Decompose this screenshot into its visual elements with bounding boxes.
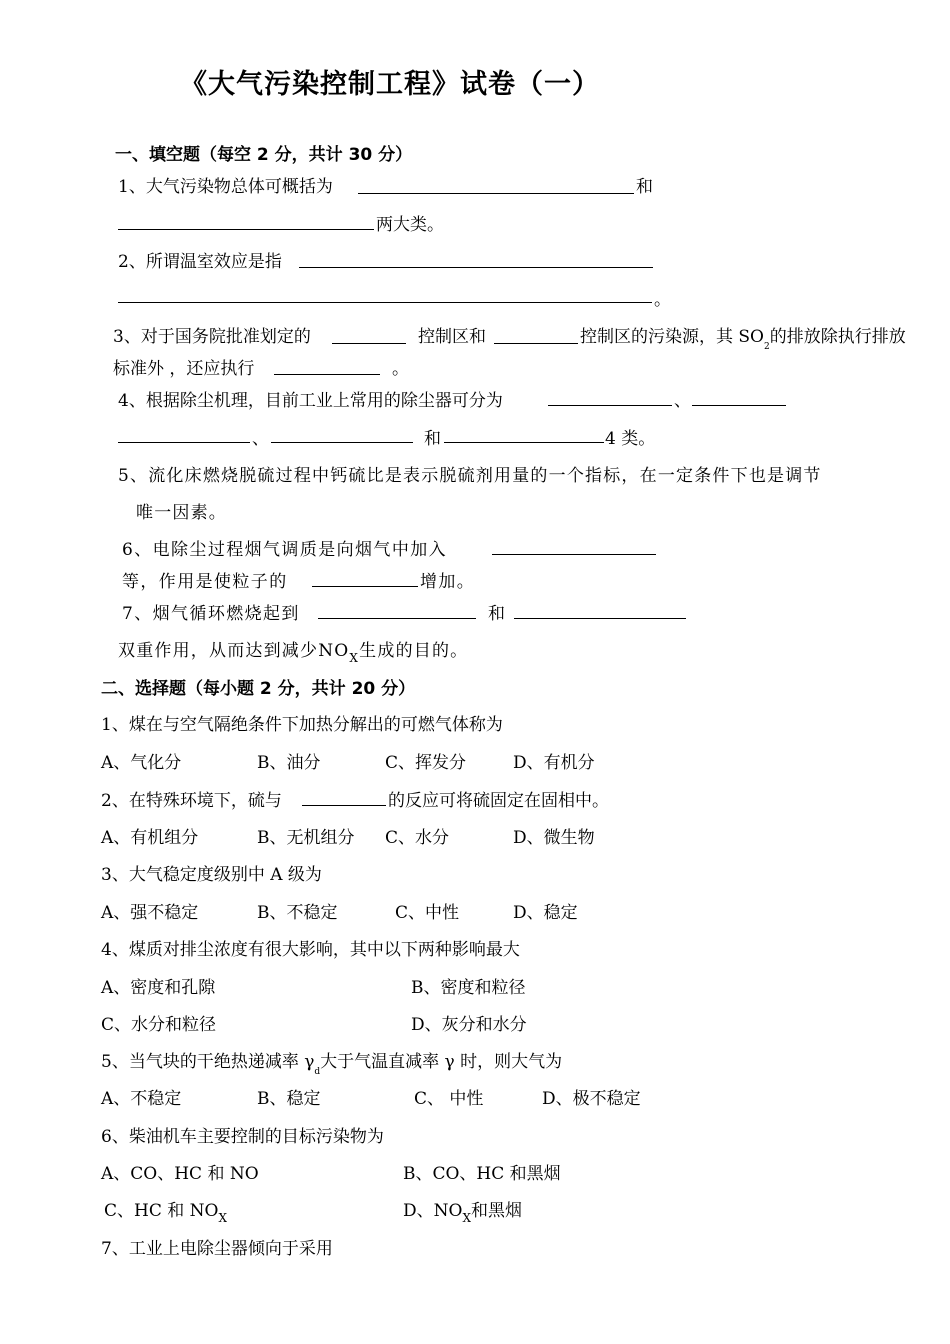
s1-q7-b: 双重作用，从而达到减少 bbox=[118, 641, 319, 661]
s2-q2-blank[interactable] bbox=[302, 805, 386, 806]
s2-q5-gamma-sub: d bbox=[314, 1067, 321, 1077]
s2-q3-option-a[interactable]: A、强不稳定 bbox=[101, 903, 199, 923]
s2-q3-option-c[interactable]: C、中性 bbox=[395, 903, 460, 923]
s1-q5-text: 5、流化床燃烧脱硫过程中钙硫比是表示脱硫剂用量的一个指标，在一定条件下也是调节 bbox=[118, 466, 822, 486]
s2-q1-option-c[interactable]: C、挥发分 bbox=[385, 753, 467, 773]
s2-q6-option-c-text: C、HC 和 NO bbox=[104, 1201, 219, 1221]
s1-q7-blank-2[interactable] bbox=[514, 618, 686, 619]
s2-q2-stem: 2、在特殊环境下，硫与 bbox=[101, 791, 282, 811]
s1-q1-blank-1[interactable] bbox=[358, 193, 634, 194]
s2-q7-stem: 7、工业上电除尘器倾向于采用 bbox=[101, 1239, 333, 1259]
s2-q3-option-b[interactable]: B、不稳定 bbox=[257, 903, 338, 923]
s1-q7-nox: NO bbox=[318, 641, 350, 661]
s2-q6-option-a[interactable]: A、CO、HC 和 NO bbox=[101, 1164, 259, 1184]
s1-q7-nox-sub: X bbox=[349, 651, 360, 665]
s2-q3-stem: 3、大气稳定度级别中 A 级为 bbox=[101, 865, 322, 885]
s1-q3-text: 3、对于国务院批准划定的 bbox=[113, 327, 311, 347]
s1-q4-sep1: 、 bbox=[674, 391, 691, 411]
s2-q5-option-a[interactable]: A、不稳定 bbox=[101, 1089, 182, 1109]
s1-q3-blank-2[interactable] bbox=[494, 343, 578, 344]
s1-q4-blank-4[interactable] bbox=[271, 442, 413, 443]
s1-q6-blank-2[interactable] bbox=[312, 586, 418, 587]
s2-q6-option-c-sub: X bbox=[218, 1211, 228, 1225]
s1-q6-text-b: 等，作用是使粒子的 bbox=[122, 572, 288, 592]
s1-q2-end: 。 bbox=[654, 290, 671, 310]
s2-q6-option-d[interactable] bbox=[403, 1196, 522, 1225]
s2-q6-stem: 6、柴油机车主要控制的目标污染物为 bbox=[101, 1127, 384, 1147]
s2-q4-option-c[interactable]: C、水分和粒径 bbox=[101, 1015, 217, 1035]
s1-q2-blank-2[interactable] bbox=[118, 302, 652, 303]
s1-q4-blank-5[interactable] bbox=[444, 442, 604, 443]
s1-q7-blank-1[interactable] bbox=[318, 618, 476, 619]
s2-q5-option-d[interactable]: D、极不稳定 bbox=[542, 1089, 641, 1109]
s1-q4-end: 4 类。 bbox=[605, 429, 656, 449]
s1-q3-text-c bbox=[580, 322, 906, 352]
s1-q7-and: 和 bbox=[488, 604, 505, 624]
section1-heading: 一、填空题（每空 2 分，共计 30 分） bbox=[115, 145, 413, 165]
s1-q4-sep2: 、 bbox=[252, 429, 269, 449]
s2-q5-stem-a: 5、当气块的干绝热递减率 γ bbox=[101, 1052, 315, 1072]
s1-q2-text: 2、所谓温室效应是指 bbox=[118, 252, 282, 272]
s1-q1-text: 1、大气污染物总体可概括为 bbox=[118, 177, 333, 197]
s1-q4-and: 和 bbox=[424, 429, 441, 449]
s2-q5-stem bbox=[101, 1047, 562, 1077]
s1-q2-blank-1[interactable] bbox=[299, 267, 653, 268]
s1-q6-end: 增加。 bbox=[420, 572, 476, 592]
s2-q5-option-b[interactable]: B、稳定 bbox=[257, 1089, 321, 1109]
s1-q4-blank-2[interactable] bbox=[692, 405, 786, 406]
s2-q4-option-b[interactable]: B、密度和粒径 bbox=[411, 978, 526, 998]
s1-q1-and: 和 bbox=[636, 177, 653, 197]
s1-q3-text-e: 标准外 ，还应执行 bbox=[113, 359, 255, 379]
section2-heading: 二、选择题（每小题 2 分，共计 20 分） bbox=[101, 679, 416, 699]
s1-q6-text: 6、电除尘过程烟气调质是向烟气中加入 bbox=[122, 540, 448, 560]
s2-q2-option-b[interactable]: B、无机组分 bbox=[257, 828, 355, 848]
s1-q3-so2-sub: 2 bbox=[764, 342, 770, 352]
s2-q2-option-d[interactable]: D、微生物 bbox=[513, 828, 595, 848]
page-title: 《大气污染控制工程》试卷（一） bbox=[180, 69, 600, 100]
s2-q3-option-d[interactable]: D、稳定 bbox=[513, 903, 578, 923]
s2-q6-option-d-sub: X bbox=[462, 1211, 471, 1225]
s1-q4-blank-1[interactable] bbox=[548, 405, 672, 406]
s2-q1-option-d[interactable]: D、有机分 bbox=[513, 753, 595, 773]
s1-q3-d: 的排放除执行排放 bbox=[769, 327, 906, 347]
s1-q4-text: 4、根据除尘机理，目前工业上常用的除尘器可分为 bbox=[118, 391, 503, 411]
s1-q3-blank-3[interactable] bbox=[274, 374, 380, 375]
s2-q5-option-c[interactable]: C、 中性 bbox=[414, 1089, 484, 1109]
s2-q2-option-a[interactable]: A、有机组分 bbox=[101, 828, 199, 848]
s2-q6-option-d-text-b: 和黑烟 bbox=[471, 1201, 522, 1221]
s1-q3-blank-1[interactable] bbox=[332, 343, 406, 344]
s2-q2-option-c[interactable]: C、水分 bbox=[385, 828, 450, 848]
s2-q4-stem: 4、煤质对排尘浓度有很大影响，其中以下两种影响最大 bbox=[101, 940, 520, 960]
s1-q3-end: 。 bbox=[392, 359, 409, 379]
s1-q7-c: 生成的目的。 bbox=[359, 641, 469, 661]
s2-q5-stem-b: 大于气温直减率 γ 时，则大气为 bbox=[320, 1052, 563, 1072]
s1-q7-text: 7、烟气循环燃烧起到 bbox=[122, 604, 300, 624]
s2-q1-option-b[interactable]: B、油分 bbox=[257, 753, 321, 773]
s2-q6-option-c[interactable] bbox=[104, 1196, 227, 1225]
s1-q4-blank-3[interactable] bbox=[118, 442, 250, 443]
s1-q5-text-b: 唯一因素。 bbox=[136, 503, 227, 523]
s1-q1-end: 两大类。 bbox=[376, 215, 444, 235]
s2-q1-option-a[interactable]: A、气化分 bbox=[101, 753, 182, 773]
s1-q1-blank-2[interactable] bbox=[118, 229, 374, 230]
s2-q6-option-d-text: D、NO bbox=[403, 1201, 463, 1221]
s1-q3-c: 控制区的污染源，其 SO bbox=[580, 327, 764, 347]
s2-q4-option-a[interactable]: A、密度和孔隙 bbox=[101, 978, 216, 998]
s2-q6-option-b[interactable]: B、CO、HC 和黑烟 bbox=[403, 1164, 561, 1184]
s1-q6-blank-1[interactable] bbox=[492, 554, 656, 555]
s2-q2-stem-b: 的反应可将硫固定在固相中。 bbox=[388, 791, 609, 811]
s1-q3-text-b: 控制区和 bbox=[418, 327, 486, 347]
s2-q1-stem: 1、煤在与空气隔绝条件下加热分解出的可燃气体称为 bbox=[101, 715, 503, 735]
s1-q7-text-b bbox=[118, 636, 468, 665]
s2-q4-option-d[interactable]: D、灰分和水分 bbox=[411, 1015, 527, 1035]
